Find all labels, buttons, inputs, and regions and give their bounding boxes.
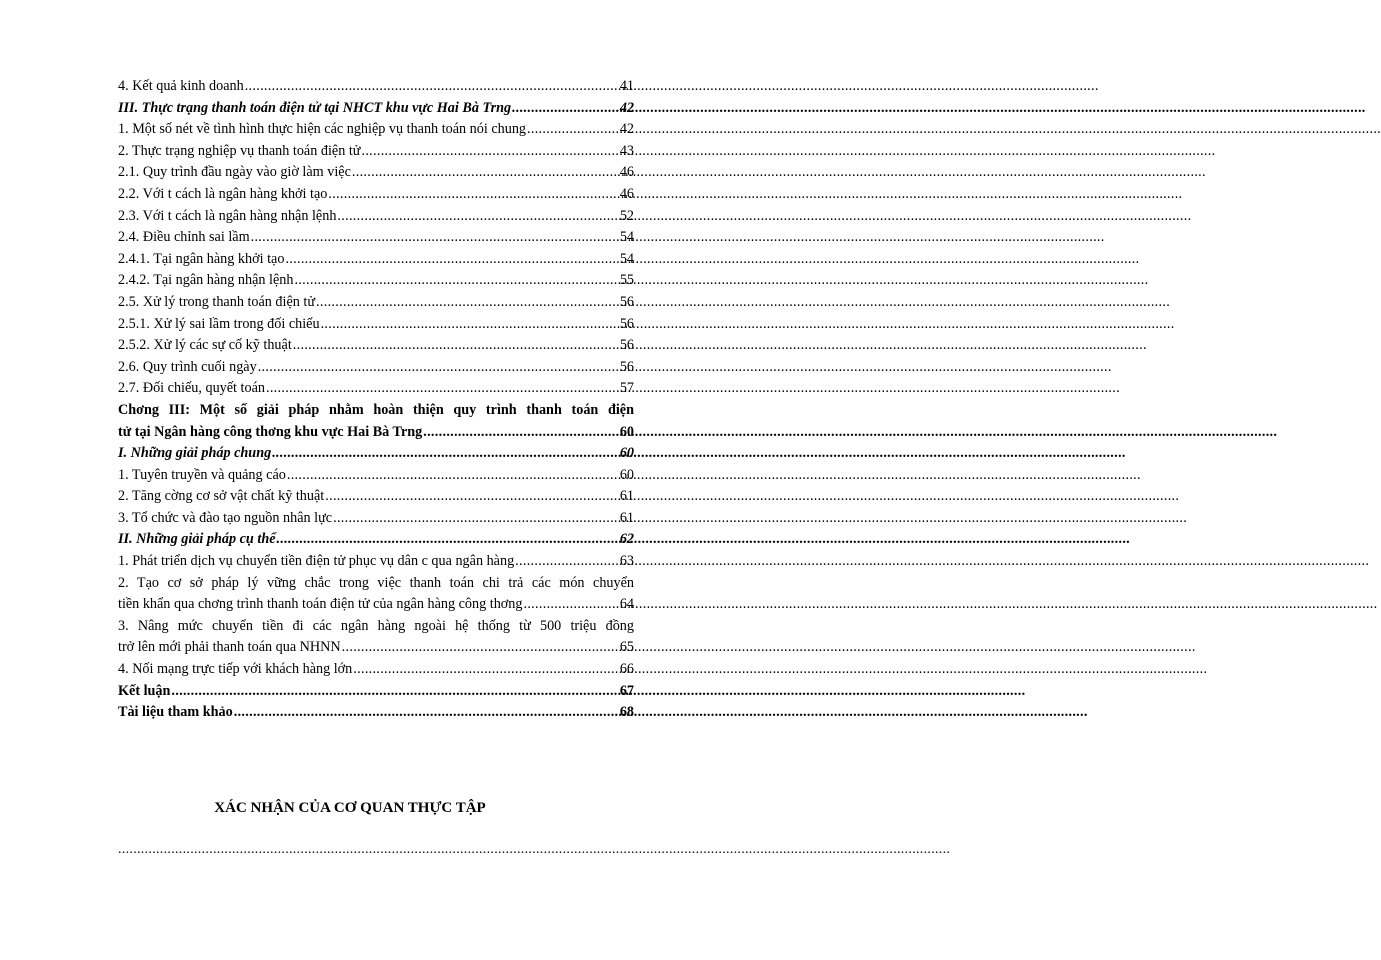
- toc-page-number: 54: [619, 229, 634, 246]
- toc-entry: [118, 141, 634, 163]
- toc-page-number: 66: [619, 661, 634, 678]
- toc-entry-title: 2. Thực trạng nghiệp vụ thanh toán điện tử: [118, 142, 361, 159]
- toc-page-number: 46: [619, 185, 634, 202]
- toc-page-number: 56: [619, 315, 634, 332]
- toc-page-number: 61: [619, 488, 634, 505]
- toc-page-number: 41: [619, 78, 634, 94]
- dot-leader: [337, 206, 618, 228]
- toc-entry: [118, 681, 634, 703]
- toc-entry-title: 2.5.1. Xử lý sai lầm trong đối chiếu: [118, 315, 320, 332]
- toc-entry: [118, 227, 634, 249]
- toc-page-number: 65: [619, 639, 634, 656]
- toc-entry: [118, 702, 634, 724]
- toc-page-number: 56: [619, 358, 634, 375]
- toc-page-number: 68: [619, 704, 634, 721]
- toc-page-number: 52: [619, 207, 634, 224]
- toc-page-number: 46: [619, 164, 634, 181]
- toc-page-number: 42: [619, 121, 634, 138]
- toc-page-number: 64: [619, 596, 634, 613]
- toc-entry: [118, 184, 634, 206]
- toc-entry-title: 2.5. Xử lý trong thanh toán điện tử: [118, 293, 316, 310]
- dot-leader: [423, 422, 619, 444]
- toc-entry: [118, 659, 634, 681]
- toc-entry-title: 2.4. Điều chỉnh sai lầm: [118, 229, 250, 246]
- toc-page-number: 56: [619, 293, 634, 310]
- toc-entry-title: 2.6. Quy trình cuối ngày: [118, 358, 257, 375]
- toc-entry-title: 1. Tuyên truyền và quảng cáo: [118, 466, 286, 483]
- toc-entry: [118, 335, 634, 357]
- toc-entry: [118, 465, 634, 487]
- dot-leader: [277, 529, 619, 551]
- dot-leader: [527, 119, 619, 141]
- toc-entry: [118, 119, 634, 141]
- toc-entry-title: 4. Kết quả kinh doanh: [118, 78, 244, 94]
- dot-leader: [293, 335, 619, 357]
- toc-page-number: 54: [619, 250, 634, 267]
- dot-leader: [234, 702, 619, 724]
- dot-leader: [294, 270, 618, 292]
- toc-entry-title: 1. Một số nét về tình hình thực hiện các nghiệp vụ thanh toán nói chung: [118, 121, 527, 138]
- toc-entry: [118, 98, 634, 120]
- toc-item-2: [118, 573, 634, 616]
- toc-entry: [118, 292, 634, 314]
- toc-chapter-3-line1: Chơng III: Một số giải pháp nhằm hoàn thiện quy trình thanh toán điện: [118, 401, 634, 418]
- toc-entry-title: 2.4.1. Tại ngân hàng khởi tạo: [118, 250, 285, 267]
- toc-page-number: 62: [619, 531, 634, 548]
- toc-page-number: 56: [619, 337, 634, 354]
- dot-leader: [316, 292, 619, 314]
- toc-page-number: 43: [619, 142, 634, 159]
- dot-leader: [321, 314, 619, 336]
- toc-entry: [118, 270, 634, 292]
- toc-entry: [118, 486, 634, 508]
- dot-leader: [352, 162, 619, 184]
- dot-leader: [512, 98, 619, 120]
- dot-leader: [353, 659, 619, 681]
- toc-entry-title: III. Thực trạng thanh toán điện tử tại NHCT khu vực Hai Bà Trng: [118, 99, 512, 116]
- toc-page-number: 60: [619, 423, 634, 440]
- confirmation-dotted-line: ...........................................................................................................................................................................................................................: [118, 842, 951, 857]
- toc-entry-title: 2.4.2. Tại ngân hàng nhận lệnh: [118, 272, 294, 289]
- toc-item-2-line1: 2. Tạo cơ sở pháp lý vững chắc trong việc thanh toán chi trả các món chuyển: [118, 574, 634, 591]
- toc-entry-title: 2. Tăng cờng cơ sở vật chất kỹ thuật: [118, 488, 325, 505]
- toc-entry: [118, 443, 634, 465]
- dot-leader: [361, 141, 618, 163]
- toc-entry-title: 3. Tổ chức và đào tạo nguồn nhân lực: [118, 509, 333, 526]
- toc-entry: [118, 551, 634, 573]
- toc-page-number: 67: [619, 682, 634, 699]
- toc-page-number: 55: [619, 272, 634, 289]
- toc-entry: [118, 314, 634, 336]
- toc-entry-title: II. Những giải pháp cụ thể: [118, 531, 276, 548]
- toc-page-number: 60: [619, 445, 634, 462]
- toc-entry: [118, 249, 634, 271]
- toc-entry-title: 4. Nối mạng trực tiếp với khách hàng lớn: [118, 661, 353, 678]
- toc-entry: [118, 378, 634, 400]
- dot-leader: [328, 184, 618, 206]
- toc-page-number: 63: [619, 553, 634, 570]
- toc-entry: [118, 76, 634, 98]
- dot-leader: [171, 681, 618, 703]
- dot-leader: [515, 551, 619, 573]
- toc-page-number: 60: [619, 466, 634, 483]
- dot-leader: [272, 443, 619, 465]
- toc-entry: [118, 206, 634, 228]
- dot-leader: [245, 76, 619, 98]
- dot-leader: [266, 378, 619, 400]
- toc-entry-title: 2.5.2. Xử lý các sự cố kỹ thuật: [118, 337, 292, 354]
- confirmation-title: XÁC NHẬN CỦA CƠ QUAN THỰC TẬP: [214, 800, 486, 816]
- dot-leader: [523, 594, 618, 616]
- toc-entry-title: 2.1. Quy trình đầu ngày vào giờ làm việc: [118, 164, 351, 181]
- dot-leader: [333, 508, 619, 530]
- toc-entry-title: 1. Phát triển dịch vụ chuyển tiền điện tử phục vụ dân c qua ngân hàng: [118, 553, 515, 570]
- toc-page-number: 42: [619, 99, 634, 116]
- toc-entry: [118, 508, 634, 530]
- toc-page-number: 57: [619, 380, 634, 397]
- toc-entry-title: I. Những giải pháp chung: [118, 445, 272, 462]
- toc-entry-title: 2.2. Với t cách là ngân hàng khởi tạo: [118, 185, 328, 202]
- toc-entry-title: 2.7. Đối chiếu, quyết toán: [118, 380, 265, 397]
- toc-chapter-3-line2: tử tại Ngân hàng công thơng khu vực Hai Bà Trng: [118, 423, 423, 440]
- toc-entry: [118, 162, 634, 184]
- dot-leader: [285, 249, 618, 271]
- table-of-contents: [118, 76, 634, 724]
- toc-entry: [118, 529, 634, 551]
- toc-entry-title: Kết luận: [118, 682, 171, 699]
- toc-item-3-line2: trở lên mới phải thanh toán qua NHNN: [118, 639, 341, 656]
- toc-item-3: [118, 616, 634, 659]
- toc-item-3-line1: 3. Nâng mức chuyển tiền đi các ngân hàng ngoài hệ thống từ 500 triệu đồng: [118, 617, 634, 634]
- toc-entry: [118, 357, 634, 379]
- dot-leader: [325, 486, 619, 508]
- dot-leader: [287, 465, 619, 487]
- dot-leader: [258, 357, 619, 379]
- dot-leader: [342, 637, 619, 659]
- dot-leader: [251, 227, 619, 249]
- toc-item-2-line2: tiền khẩn qua chơng trình thanh toán điện tử của ngân hàng công thơng: [118, 596, 523, 613]
- toc-chapter-3: [118, 400, 634, 443]
- toc-entry-title: Tài liệu tham khảo: [118, 704, 233, 721]
- toc-page-number: 61: [619, 509, 634, 526]
- toc-entry-title: 2.3. Với t cách là ngân hàng nhận lệnh: [118, 207, 337, 224]
